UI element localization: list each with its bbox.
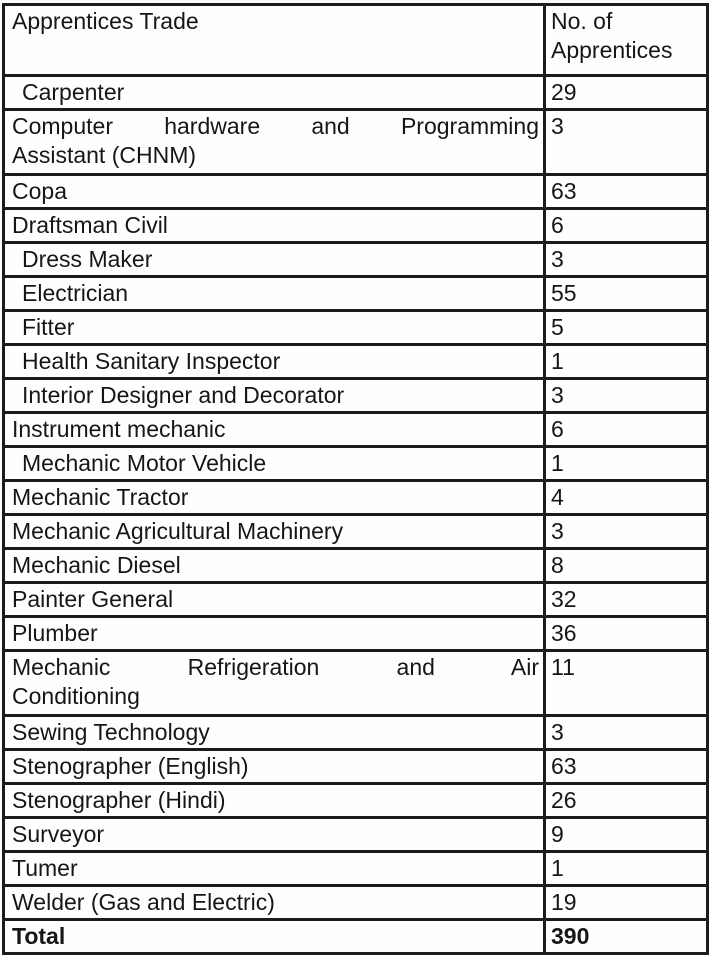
header-count-line1: No. of [551, 8, 613, 34]
trade-cell: Plumber [4, 617, 545, 651]
trade-cell: Sewing Technology [4, 716, 545, 750]
trade-cell: Copa [4, 175, 545, 209]
count-cell: 19 [545, 886, 708, 920]
table-row [4, 243, 708, 277]
count-cell: 1 [545, 447, 708, 481]
table-row [4, 651, 708, 716]
table-row [4, 716, 708, 750]
trade-cell: Tumer [4, 852, 545, 886]
table-row [4, 583, 708, 617]
table-row [4, 515, 708, 549]
trade-cell: Mechanic Motor Vehicle [4, 447, 545, 481]
table-row [4, 750, 708, 784]
apprentices-table [2, 3, 709, 955]
table-row [4, 481, 708, 515]
trade-cell: Fitter [4, 311, 545, 345]
trade-cell: Stenographer (Hindi) [4, 784, 545, 818]
count-cell: 8 [545, 549, 708, 583]
trade-cell: Mechanic Agricultural Machinery [4, 515, 545, 549]
trade-cell: Instrument mechanic [4, 413, 545, 447]
count-cell: 1 [545, 345, 708, 379]
trade-cell [4, 110, 545, 175]
count-cell: 29 [545, 76, 708, 110]
count-cell: 32 [545, 583, 708, 617]
trade-cell: Total [4, 920, 545, 954]
table-row [4, 413, 708, 447]
count-cell: 55 [545, 277, 708, 311]
table-row [4, 818, 708, 852]
table-body [4, 76, 708, 954]
trade-cell: Surveyor [4, 818, 545, 852]
trade-cell: Interior Designer and Decorator [4, 379, 545, 413]
table-row [4, 110, 708, 175]
table-row [4, 76, 708, 110]
trade-cell: Electrician [4, 277, 545, 311]
count-cell: 1 [545, 852, 708, 886]
count-cell: 390 [545, 920, 708, 954]
trade-cell [4, 651, 545, 716]
count-cell: 26 [545, 784, 708, 818]
trade-line-2: Assistant (CHNM) [12, 142, 197, 168]
table-row [4, 617, 708, 651]
count-cell: 36 [545, 617, 708, 651]
count-cell: 63 [545, 175, 708, 209]
trade-cell: Mechanic Tractor [4, 481, 545, 515]
count-cell: 11 [545, 651, 708, 716]
trade-cell: Stenographer (English) [4, 750, 545, 784]
table-row [4, 379, 708, 413]
table-row [4, 277, 708, 311]
table-row [4, 784, 708, 818]
count-cell: 6 [545, 209, 708, 243]
table-row [4, 345, 708, 379]
table-row [4, 549, 708, 583]
trade-line-2: Conditioning [12, 683, 140, 709]
count-cell: 4 [545, 481, 708, 515]
table-row [4, 886, 708, 920]
trade-cell: Mechanic Diesel [4, 549, 545, 583]
table-row [4, 209, 708, 243]
count-cell: 63 [545, 750, 708, 784]
table-row [4, 920, 708, 954]
count-cell: 3 [545, 515, 708, 549]
table-row [4, 175, 708, 209]
count-cell: 3 [545, 243, 708, 277]
header-cell-count [545, 5, 708, 76]
header-count-line2: Apprentices [551, 37, 673, 63]
count-cell: 3 [545, 716, 708, 750]
trade-cell: Dress Maker [4, 243, 545, 277]
count-cell: 5 [545, 311, 708, 345]
header-row [4, 5, 708, 76]
table-row [4, 852, 708, 886]
count-cell: 3 [545, 379, 708, 413]
trade-line-1: Computer hardware and Programming [12, 113, 539, 139]
trade-cell: Draftsman Civil [4, 209, 545, 243]
count-cell: 9 [545, 818, 708, 852]
count-cell: 6 [545, 413, 708, 447]
trade-line-1: Mechanic Refrigeration and Air [12, 654, 539, 680]
count-cell: 3 [545, 110, 708, 175]
table-row [4, 447, 708, 481]
header-cell-trade: Apprentices Trade [4, 5, 545, 76]
trade-cell: Carpenter [4, 76, 545, 110]
trade-cell: Painter General [4, 583, 545, 617]
trade-cell: Health Sanitary Inspector [4, 345, 545, 379]
table-row [4, 311, 708, 345]
trade-cell: Welder (Gas and Electric) [4, 886, 545, 920]
